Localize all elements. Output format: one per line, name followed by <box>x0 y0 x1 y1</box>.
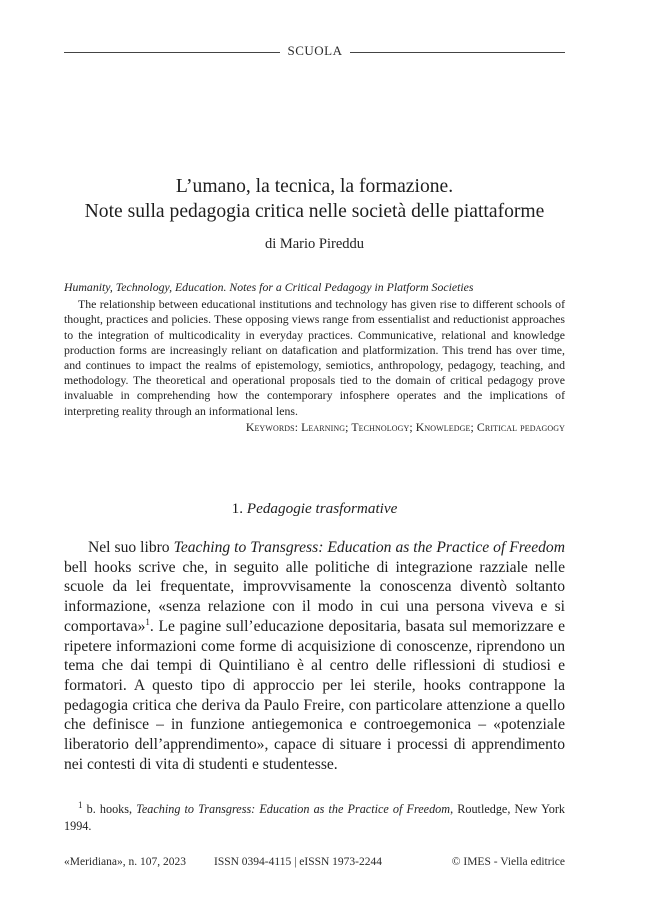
footnote-author: b. hooks, <box>82 802 137 816</box>
body-book-title: Teaching to Transgress: Education as the Practice of Freedom <box>173 539 565 556</box>
abstract-title: Humanity, Technology, Education. Notes for a Critical Pedagogy in Platform Societies <box>64 280 474 294</box>
article-title-line-1: L’umano, la tecnica, la formazione. <box>175 176 454 197</box>
running-head-rule-right <box>350 52 565 53</box>
article-author: di Mario Pireddu <box>264 236 365 252</box>
body-intro: Nel suo libro <box>88 539 174 556</box>
running-head-section: SCUOLA <box>287 43 343 58</box>
footnote-rest: , Routledge, New York 1994. <box>64 802 566 833</box>
body-text-1: bell hooks scrive che, in seguito alle politiche di integrazione razziale nelle scuole da lei frequentate, improvvisamente la conoscenza diventò soltanto informazione, «senza relazione con il modo in cui una persona viveva e si comportava» <box>64 558 565 635</box>
footnote <box>64 801 565 835</box>
running-head <box>64 42 565 62</box>
footnote-number: 1 <box>78 799 83 810</box>
body-text-2: . Le pagine sull’educazione depositaria, basata sul memorizzare e ripetere informazioni come forme di acquisizione di conoscenze, riprendono un tema che dai tempi di Quintiliano è al centro delle riflessioni di studiosi e formatori. A questo tipo di approccio per lei sterile, hooks contrappone la pedagogia critica che deriva da Paulo Freire, con particolare attenzione a quello che definisce – in funzione antiegemonica e controegemonica – «potenziale liberatorio dell’apprendimento», capace di situare i processi di apprendimento nei contesti di vita di studenti e studentesse. <box>64 617 565 773</box>
footer-publisher: © IMES - Viella editrice <box>451 856 565 868</box>
section-title: Pedagogie trasformative <box>246 500 398 517</box>
keywords: Keywords: Learning; Technology; Knowledge; Critical pedagogy <box>245 419 565 434</box>
footer-issn: ISSN 0394-4115 | eISSN 1973-2244 <box>214 856 382 868</box>
footnote-reference[interactable]: 1 <box>145 616 150 627</box>
footnote-title: Teaching to Transgress: Education as the Practice of Freedom <box>136 802 451 816</box>
page-footer <box>64 856 565 872</box>
section-heading <box>64 500 565 518</box>
body-paragraph <box>64 538 565 774</box>
abstract <box>64 280 565 435</box>
abstract-body: The relationship between educational institutions and technology has given rise to different schools of thought, practices and policies. These opposing views range from essentialist and reductionist approaches to the integration of multicodicality in everyday practices. Communicative, relational and knowledge production forms are increasingly reliant on datafication and platformization. This trend has over time, and continues to impact the realms of epistemology, semiotics, anthropology, pedagogy, teaching, and methodology. The theoretical and operational proposals tied to the domain of critical pedagogy prove invaluable in comprehending how the contemporary infosphere operates and the implications of interpreting reality through an informational lens. <box>64 297 565 418</box>
footer-journal: «Meridiana», n. 107, 2023 <box>64 856 187 868</box>
title-block <box>64 174 565 253</box>
article-title-line-2: Note sulla pedagogia critica nelle società delle piattaforme <box>84 201 545 222</box>
running-head-rule-left <box>64 52 280 53</box>
section-number: 1. <box>231 500 243 517</box>
